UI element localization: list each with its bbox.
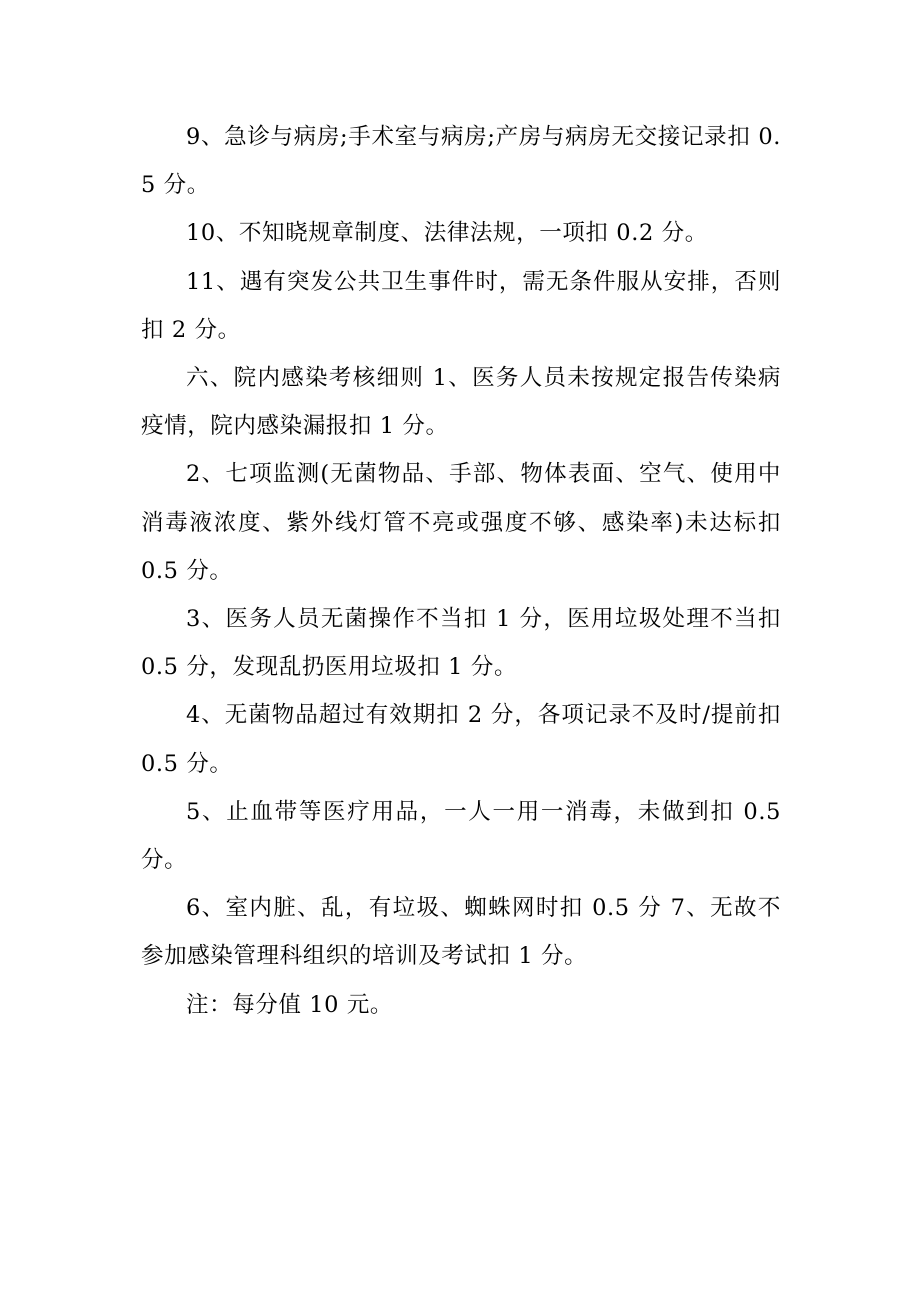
paragraph-item-5: 5、止血带等医疗用品，一人一用一消毒，未做到扣 0.5 分。 (141, 798, 781, 874)
paragraph-item-9: 9、急诊与病房;手术室与病房;产房与病房无交接记录扣 0.5 分。 (141, 124, 781, 199)
paragraph-item-3: 3、医务人员无菌操作不当扣 1 分，医用垃圾处理不当扣 0.5 分，发现乱扔医用垃圾扣 1 分。 (141, 606, 781, 681)
paragraph-item-11: 11、遇有突发公共卫生事件时，需无条件服从安排，否则扣 2 分。 (141, 268, 781, 343)
paragraph-item-6: 6、室内脏、乱，有垃圾、蜘蛛网时扣 0.5 分 7、无故不参加感染管理科组织的培训及考试扣 1 分。 (141, 895, 781, 970)
document-body (141, 113, 781, 1029)
paragraph-section-6: 六、院内感染考核细则 1、医务人员未按规定报告传染病疫情，院内感染漏报扣 1 分。 (141, 365, 781, 440)
paragraph-note: 注：每分值 10 元。 (186, 991, 394, 1018)
paragraph-item-10: 10、不知晓规章制度、法律法规，一项扣 0.2 分。 (186, 220, 708, 247)
paragraph-item-4: 4、无菌物品超过有效期扣 2 分，各项记录不及时/提前扣 0.5 分。 (141, 702, 781, 777)
paragraph-item-2: 2、七项监测(无菌物品、手部、物体表面、空气、使用中消毒液浓度、紫外线灯管不亮或强度不够、感染率)未达标扣 0.5 分。 (141, 461, 781, 584)
